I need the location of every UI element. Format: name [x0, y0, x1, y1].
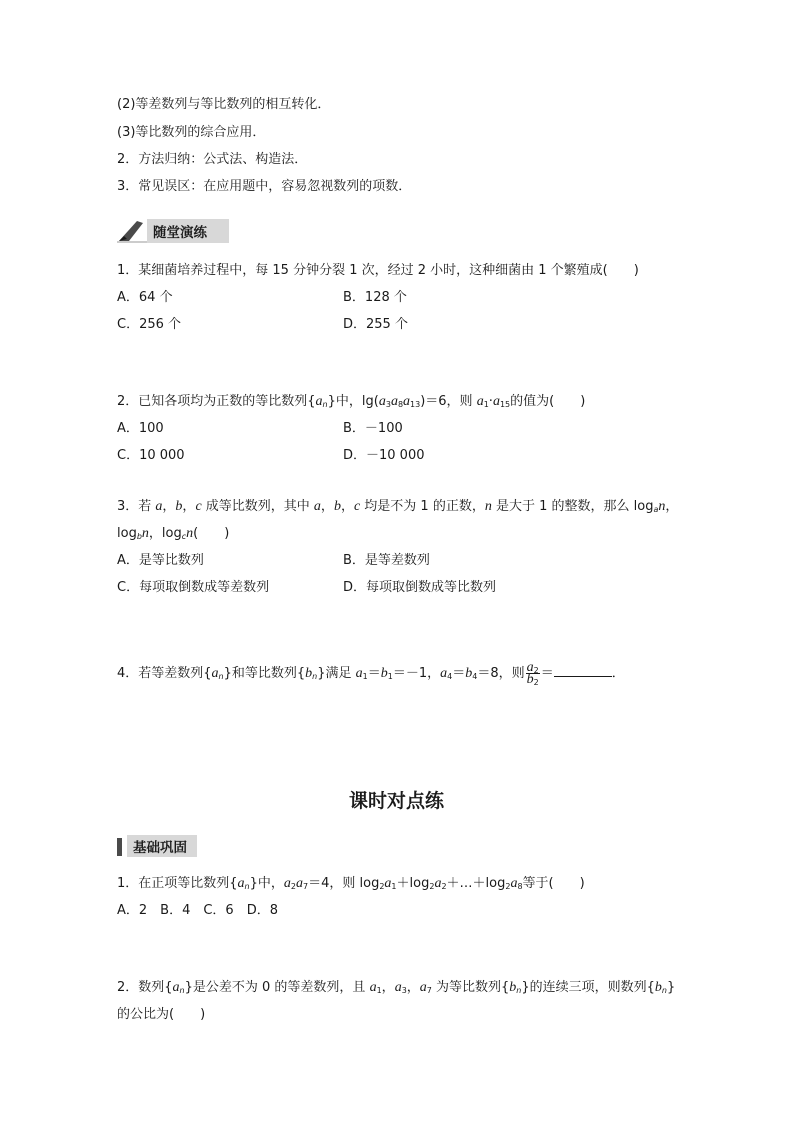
summary-pitfall: 3．常见误区：在应用题中，容易忽视数列的项数．	[117, 179, 412, 194]
q3-option-a: A．是等比数列	[117, 553, 204, 568]
q4-stem: 4．若等差数列$\{a_n\}$和等比数列$\{b_n\}$满足 $a_1=b_1=-1$，$a_4=b_4=8$，则 $\frac{a_2}{b_2}$ ＝ ．	[117, 660, 625, 687]
summary-method: 2．方法归纳：公式法、构造法．	[117, 152, 308, 167]
q3-option-d: D．每项取倒数成等比数列	[343, 580, 497, 595]
q2-option-a: A．100	[117, 421, 164, 436]
p2-stem-line1: 2．数列$\{a_n\}$是公差不为 0 的等差数列，且 $a_1$，$a_3$，$a_7$ 为等比数列$\{b_n\}$的连续三项，则数列$\{b_n\}$	[117, 980, 676, 995]
p2-stem-line2: 的公比为( )	[117, 1007, 206, 1022]
q1-option-c: C．256 个	[117, 317, 182, 332]
section-title-practice: 随堂演练	[153, 225, 207, 241]
section-banner-basics	[117, 835, 197, 857]
q1-option-a: A．64 个	[117, 290, 173, 305]
bookmark-icon	[117, 835, 127, 857]
q2-option-c: C．10 000	[117, 448, 185, 463]
q3-option-c: C．每项取倒数成等差数列	[117, 580, 270, 595]
summary-line-2: (2)等差数列与等比数列的相互转化．	[117, 97, 331, 112]
q2-option-b: B．－100	[343, 421, 403, 436]
q3-stem-line2: $\log_bn$，$\log_cn$( )	[117, 526, 230, 541]
q1-option-b: B．128 个	[343, 290, 407, 305]
section-title-basics: 基础巩固	[133, 840, 187, 856]
answer-blank[interactable]	[554, 664, 612, 677]
q1-stem: 1．某细菌培养过程中，每 15 分钟分裂 1 次，经过 2 小时，这种细菌由 1 个繁殖成( )	[117, 263, 639, 278]
p1-stem: 1．在正项等比数列$\{a_n\}$中，$a_2a_7=4$，则 $\log_2a_1+\log_2a_2+\dots+\log_2a_8$等于( )	[117, 876, 585, 891]
p1-options: A．2 B．4 C．6 D．8	[117, 903, 278, 918]
summary-line-3: (3)等比数列的综合应用．	[117, 125, 266, 140]
page-heading: 课时对点练	[348, 790, 444, 812]
fraction-a2-over-b2: $\frac{a_2}{b_2}$	[526, 660, 539, 687]
pencil-icon	[117, 219, 147, 243]
q3-option-b: B．是等差数列	[343, 553, 430, 568]
q2-option-d: D．－10 000	[343, 448, 425, 463]
q1-option-d: D．255 个	[343, 317, 408, 332]
section-banner-practice	[117, 219, 229, 243]
q2-stem: 2．已知各项均为正数的等比数列$\{a_n\}$中，$\lg(a_3a_8a_{13})=6$，则 $a_1\cdot a_{15}$的值为( )	[117, 394, 586, 409]
q3-stem-line1: 3．若 a，b，c 成等比数列，其中 a，b，c 均是不为 1 的正数，n 是大于 1 的整数，那么 $\log_an$，	[117, 499, 679, 514]
